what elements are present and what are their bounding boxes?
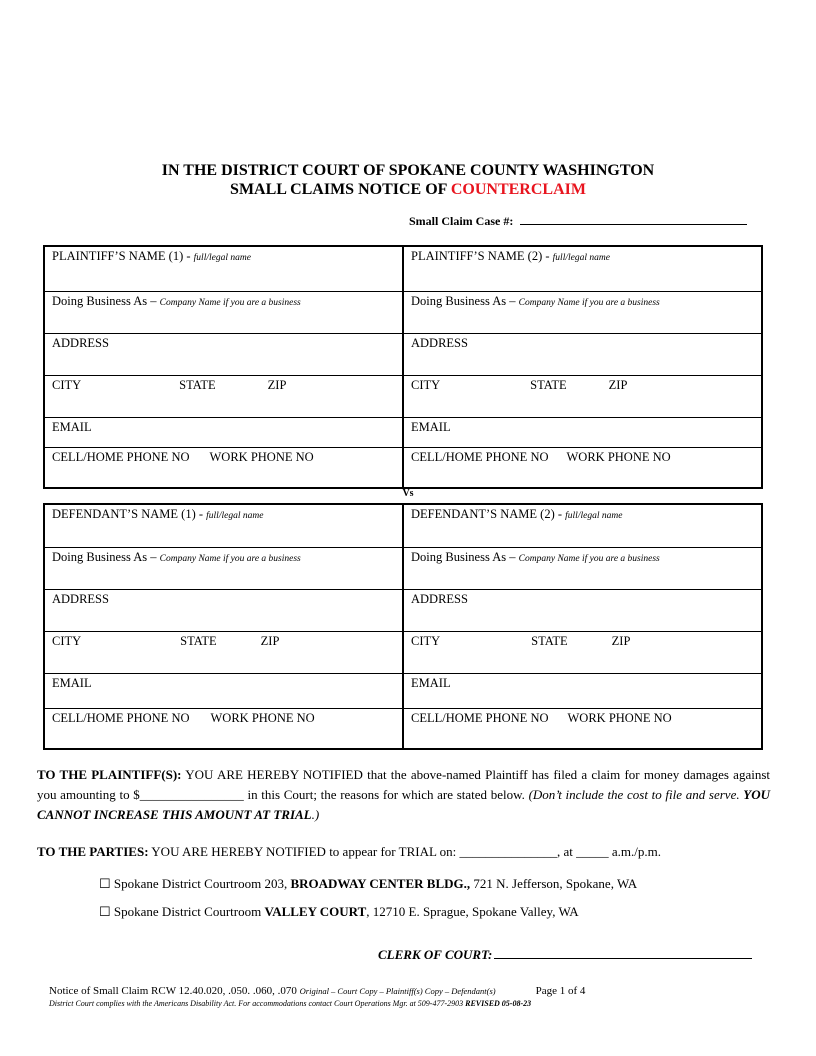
plaintiff1-address-field[interactable] xyxy=(44,333,403,375)
plaintiff2-name-label: PLAINTIFF’S NAME (2) - xyxy=(411,249,553,263)
address-label: ADDRESS xyxy=(411,335,468,350)
defendant1-email-field[interactable] xyxy=(44,673,403,708)
name-hint: full/legal name xyxy=(565,511,623,521)
plaintiff1-city-field[interactable] xyxy=(44,375,403,417)
defendant2-name-field[interactable] xyxy=(403,504,762,547)
footer-copies: Original – Court Copy – Plaintiff(s) Copy – Defendant(s) xyxy=(299,986,496,996)
footer-line2 xyxy=(49,999,531,1008)
dba-label: Doing Business As – xyxy=(411,293,519,308)
clerk-signature-line[interactable] xyxy=(494,946,752,959)
footer-notice: Notice of Small Claim RCW 12.40.020, .050. .060, .070 xyxy=(49,985,300,997)
defendant1-dba-field[interactable] xyxy=(44,547,403,589)
defendant2-dba-field[interactable] xyxy=(403,547,762,589)
defendant2-name-label: DEFENDANT’S NAME (2) - xyxy=(411,507,566,521)
case-number-field[interactable] xyxy=(520,212,747,225)
form-title xyxy=(0,181,816,199)
dba-hint: Company Name if you are a business xyxy=(518,553,660,564)
case-number-label: Small Claim Case #: xyxy=(409,214,514,228)
plaintiff1-name-label: PLAINTIFF’S NAME (1) - xyxy=(52,249,194,263)
zip-label: ZIP xyxy=(608,377,628,392)
checkbox-icon[interactable]: ☐ xyxy=(99,904,111,919)
cell-phone-label: CELL/HOME PHONE NO xyxy=(52,710,190,725)
clerk-label: CLERK OF COURT: xyxy=(378,947,493,962)
notice-plaintiffs-lead: TO THE PLAINTIFF(S): xyxy=(37,767,182,782)
defendant1-city-field[interactable] xyxy=(44,631,403,673)
plaintiff2-phone-field[interactable] xyxy=(403,447,762,488)
clerk-signature xyxy=(378,946,752,963)
email-label: EMAIL xyxy=(52,675,92,690)
plaintiff1-email-field[interactable] xyxy=(44,417,403,447)
defendant2-phone-field[interactable] xyxy=(403,708,762,749)
work-phone-label: WORK PHONE NO xyxy=(567,710,672,725)
courtroom-option-broadway[interactable] xyxy=(99,876,637,892)
state-label: STATE xyxy=(530,377,567,392)
dba-hint: Company Name if you are a business xyxy=(518,297,660,308)
work-phone-label: WORK PHONE NO xyxy=(566,449,671,464)
checkbox-icon[interactable]: ☐ xyxy=(99,876,111,891)
state-label: STATE xyxy=(180,633,217,648)
notice-to-plaintiffs xyxy=(37,765,770,825)
city-label: CITY xyxy=(52,633,82,648)
plaintiff2-city-field[interactable] xyxy=(403,375,762,417)
courtroom-address: , 12710 E. Sprague, Spokane Valley, WA xyxy=(366,904,579,919)
dba-label: Doing Business As – xyxy=(52,549,160,564)
defendant1-name-label: DEFENDANT’S NAME (1) - xyxy=(52,507,207,521)
notice-parties-lead: TO THE PARTIES: xyxy=(37,844,149,859)
city-label: CITY xyxy=(411,633,441,648)
defendant2-city-field[interactable] xyxy=(403,631,762,673)
defendant1-name-field[interactable] xyxy=(44,504,403,547)
footer-line1 xyxy=(49,985,585,997)
address-label: ADDRESS xyxy=(411,591,468,606)
footer-ada: District Court complies with the Americans Disability Act. For accommodations contact Court Operations Mgr. at 509-477-2903 xyxy=(49,999,466,1008)
name-hint: full/legal name xyxy=(206,511,264,521)
zip-label: ZIP xyxy=(260,633,280,648)
plaintiff2-email-field[interactable] xyxy=(403,417,762,447)
courtroom-address: 721 N. Jefferson, Spokane, WA xyxy=(470,876,638,891)
dba-label: Doing Business As – xyxy=(411,549,519,564)
versus-label: Vs xyxy=(402,488,414,499)
state-label: STATE xyxy=(531,633,568,648)
plaintiff2-dba-field[interactable] xyxy=(403,291,762,333)
city-label: CITY xyxy=(411,377,441,392)
courtroom-prefix: Spokane District Courtroom 203, xyxy=(110,876,291,891)
state-label: STATE xyxy=(179,377,216,392)
notice-to-parties xyxy=(37,842,770,862)
defendant-table xyxy=(43,503,763,750)
email-label: EMAIL xyxy=(411,675,451,690)
plaintiff-table xyxy=(43,245,763,489)
courtroom-prefix: Spokane District Courtroom xyxy=(110,904,265,919)
dba-hint: Company Name if you are a business xyxy=(159,297,301,308)
name-hint: full/legal name xyxy=(193,253,251,263)
defendant1-address-field[interactable] xyxy=(44,589,403,631)
notice-plaintiffs-end: .) xyxy=(311,807,320,822)
form-title-prefix: SMALL CLAIMS NOTICE OF xyxy=(230,181,451,198)
plaintiff2-name-field[interactable] xyxy=(403,246,762,291)
cell-phone-label: CELL/HOME PHONE NO xyxy=(52,449,190,464)
page-number: Page 1 of 4 xyxy=(535,985,586,997)
email-label: EMAIL xyxy=(52,419,92,434)
defendant2-address-field[interactable] xyxy=(403,589,762,631)
notice-plaintiffs-italic: (Don’t include the cost to file and serve. xyxy=(528,787,744,802)
cell-phone-label: CELL/HOME PHONE NO xyxy=(411,449,549,464)
cell-phone-label: CELL/HOME PHONE NO xyxy=(411,710,549,725)
zip-label: ZIP xyxy=(611,633,631,648)
dba-hint: Company Name if you are a business xyxy=(159,553,301,564)
zip-label: ZIP xyxy=(267,377,287,392)
form-title-highlight: COUNTERCLAIM xyxy=(450,181,586,198)
notice-parties-body: YOU ARE HEREBY NOTIFIED to appear for TRIAL on: _______________, at _____ a.m./p.m. xyxy=(148,844,662,859)
city-label: CITY xyxy=(52,377,82,392)
defendant1-phone-field[interactable] xyxy=(44,708,403,749)
court-title: IN THE DISTRICT COURT OF SPOKANE COUNTY WASHINGTON xyxy=(161,162,655,179)
courtroom-option-valley[interactable] xyxy=(99,904,579,920)
plaintiff1-dba-field[interactable] xyxy=(44,291,403,333)
address-label: ADDRESS xyxy=(52,591,109,606)
notice-plaintiffs-body: YOU ARE HEREBY NOTIFIED that the above-named Plaintiff has filed a claim for money damages against you amounting to $________________ in this Court; the reasons for which are stated below. xyxy=(37,767,771,802)
footer-revised: REVISED 05-08-23 xyxy=(465,999,532,1008)
plaintiff1-phone-field[interactable] xyxy=(44,447,403,488)
courtroom-name: BROADWAY CENTER BLDG., xyxy=(290,876,471,891)
courtroom-name: VALLEY COURT xyxy=(264,904,367,919)
defendant2-email-field[interactable] xyxy=(403,673,762,708)
work-phone-label: WORK PHONE NO xyxy=(210,710,315,725)
name-hint: full/legal name xyxy=(552,253,610,263)
notice-plaintiffs-warning: YOU CANNOT INCREASE THIS AMOUNT AT TRIAL xyxy=(37,787,770,822)
dba-label: Doing Business As – xyxy=(52,293,160,308)
email-label: EMAIL xyxy=(411,419,451,434)
plaintiff1-name-field[interactable] xyxy=(44,246,403,291)
case-number xyxy=(409,212,747,229)
plaintiff2-address-field[interactable] xyxy=(403,333,762,375)
address-label: ADDRESS xyxy=(52,335,109,350)
work-phone-label: WORK PHONE NO xyxy=(209,449,314,464)
